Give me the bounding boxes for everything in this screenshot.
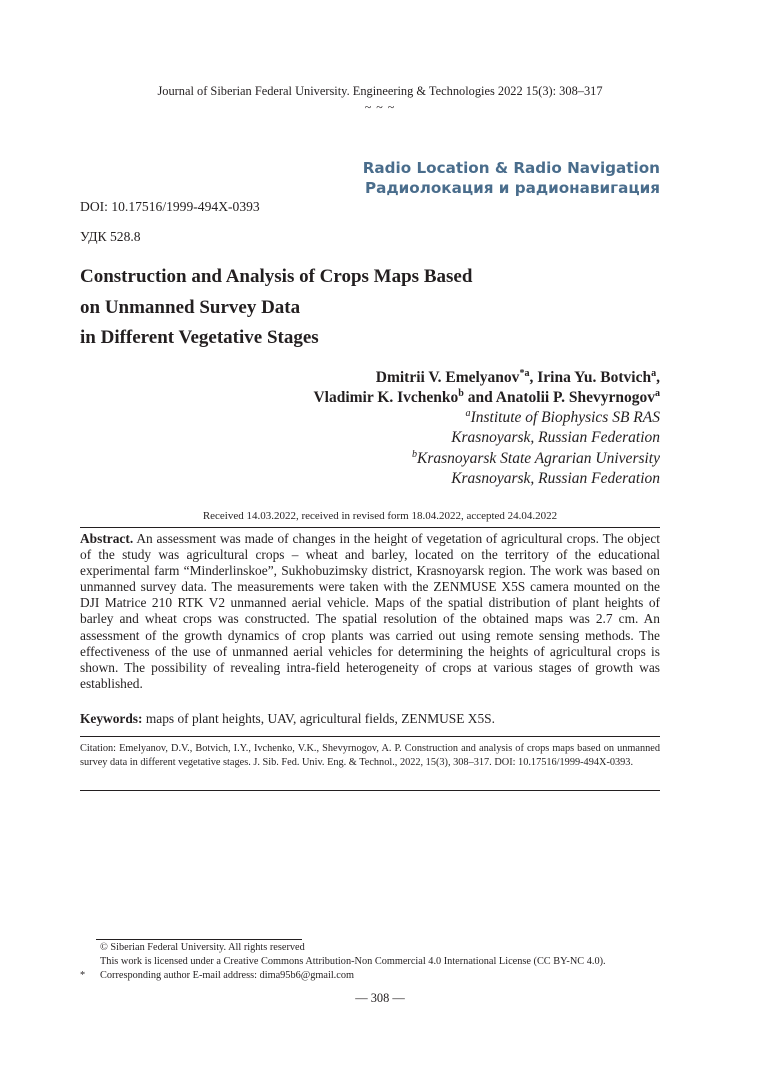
page-number: — 308 — bbox=[355, 991, 405, 1005]
header-ornament: ~ ~ ~ bbox=[364, 100, 396, 114]
paper-title bbox=[80, 262, 472, 354]
affiliation-b-place: Krasnoyarsk, Russian Federation bbox=[451, 469, 660, 487]
title-line-3: in Different Vegetative Stages bbox=[80, 327, 319, 348]
author-separator: , bbox=[656, 369, 660, 386]
author-affil-mark: a bbox=[651, 367, 657, 379]
title-line-1: Construction and Analysis of Crops Maps Based bbox=[80, 266, 473, 287]
section-title-en: Radio Location & Radio Navigation bbox=[362, 159, 660, 177]
section-title-ru: Радиолокация и радионавигация bbox=[365, 179, 660, 197]
divider bbox=[80, 790, 660, 791]
affil-name: Krasnoyarsk State Agrarian University bbox=[417, 449, 660, 467]
author-line-2 bbox=[313, 388, 660, 408]
author-conjunction: and bbox=[463, 389, 496, 406]
keywords-label: Keywords: bbox=[80, 711, 143, 726]
keywords-text: maps of plant heights, UAV, agricultural fields, ZENMUSE X5S. bbox=[142, 711, 495, 726]
affiliations bbox=[412, 408, 660, 489]
affil-mark: a bbox=[465, 407, 471, 419]
affiliation-a bbox=[412, 408, 660, 428]
divider bbox=[80, 527, 660, 528]
footnote-text: © Siberian Federal University. All rights reserved bbox=[100, 942, 305, 953]
footnote-divider bbox=[96, 939, 302, 940]
received-dates: Received 14.03.2022, received in revised form 18.04.2022, accepted 24.04.2022 bbox=[202, 510, 558, 522]
abstract bbox=[80, 531, 660, 692]
author-separator: , bbox=[529, 369, 538, 386]
author-name: Dmitrii V. Emelyanov bbox=[375, 369, 520, 386]
journal-header: Journal of Siberian Federal University. Engineering & Technologies 2022 15(3): 308–317 bbox=[157, 84, 603, 98]
author-list bbox=[313, 368, 660, 408]
author-name: Irina Yu. Botvich bbox=[537, 369, 652, 386]
author-affil-mark: a bbox=[654, 387, 660, 399]
author-name: Vladimir K. Ivchenko bbox=[313, 389, 459, 406]
affil-name: Institute of Biophysics SB RAS bbox=[470, 409, 660, 426]
affiliation-a-place: Krasnoyarsk, Russian Federation bbox=[451, 429, 660, 447]
footnote-marker: * bbox=[80, 970, 86, 981]
abstract-text: An assessment was made of changes in the height of vegetation of agricultural crops. The object of the study was agricultural crops – wheat and barley, located on the territory of the educational experimental farm “Minderlinskoe”, Sukhobuzimsky district, Krasnoyarsk region. The work was based on unmanned survey data. The measurements were taken with the ZENMUSE X5S camera mounted on the DJI Matrice 210 RTK V2 unmanned aerial vehicle. Maps of the spatial distribution of plant heights of barley and wheat crops was constructed. The spatial resolution of the obtained maps was 2.7 cm. An assessment of the growth dynamics of crop plants was carried out using remote sensing methods. The effectiveness of the use of unmanned aerial vehicles for determining the heights of agricultural crops is shown. The possibility of revealing intra-field heterogeneity of crops at various stages of growth was established. bbox=[80, 531, 660, 691]
divider bbox=[80, 736, 660, 737]
citation: Citation: Emelyanov, D.V., Botvich, I.Y., Ivchenko, V.K., Shevyrnogov, A. P. Construction and analysis of crops maps based on unmanned survey data in different vegetative stages. J. Sib. Fed. Univ. Eng. & Technol., 2022, 15(3), 308–317. DOI: 10.17516/1999-494X-0393. bbox=[80, 743, 660, 769]
abstract-label: Abstract. bbox=[80, 531, 134, 546]
author-affil-mark: b bbox=[458, 387, 464, 399]
author-name: Anatolii P. Shevyrnogov bbox=[495, 389, 655, 406]
footnote-text: This work is licensed under a Creative Commons Attribution-Non Commercial 4.0 International License (CC BY-NC 4.0). bbox=[100, 956, 606, 967]
keywords bbox=[80, 711, 660, 727]
title-line-2: on Unmanned Survey Data bbox=[80, 296, 301, 318]
footnote-text: Corresponding author E-mail address: dima95b6@gmail.com bbox=[100, 970, 354, 981]
author-affil-mark: *a bbox=[519, 367, 530, 379]
udk: УДК 528.8 bbox=[80, 229, 141, 244]
affiliation-b bbox=[412, 449, 660, 469]
affil-mark: b bbox=[412, 448, 418, 460]
doi: DOI: 10.17516/1999-494X-0393 bbox=[80, 199, 260, 214]
section-heading bbox=[363, 158, 660, 198]
author-line-1 bbox=[313, 368, 660, 388]
